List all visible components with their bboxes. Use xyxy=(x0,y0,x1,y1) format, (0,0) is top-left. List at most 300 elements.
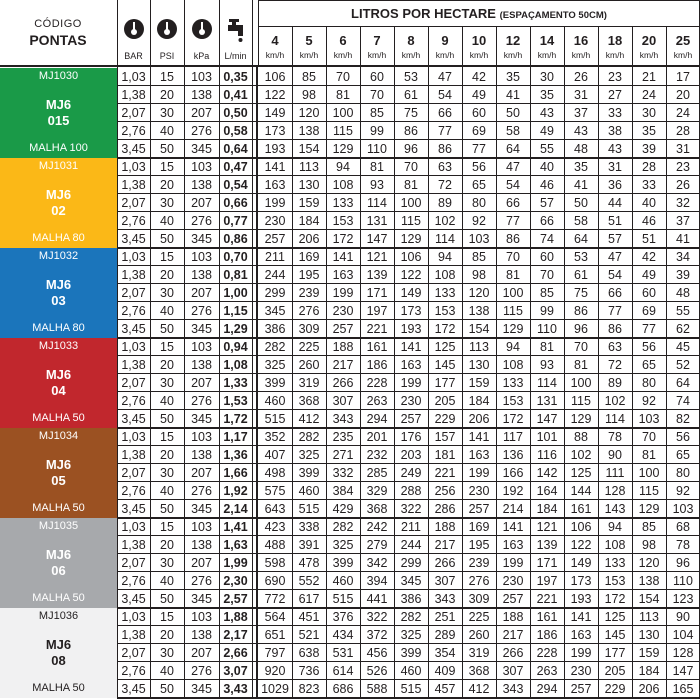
table-cell-lha: 58 xyxy=(506,124,520,138)
table-cell-lha: 257 xyxy=(468,502,490,516)
table-cell-lha: 104 xyxy=(672,628,694,642)
grid-line xyxy=(428,66,429,698)
table-cell-lha: 460 xyxy=(400,664,422,678)
table-cell-lha: 70 xyxy=(540,268,554,282)
table-cell-lha: 195 xyxy=(298,268,320,282)
table-cell-lha: 221 xyxy=(536,592,558,606)
table-cell-kpa: 345 xyxy=(191,592,212,606)
table-cell-lha: 352 xyxy=(264,430,286,444)
table-cell-lha: 102 xyxy=(570,448,592,462)
table-cell-kpa: 276 xyxy=(191,124,212,138)
table-cell-lha: 177 xyxy=(434,376,456,390)
table-cell-lha: 139 xyxy=(536,538,558,552)
table-cell-lha: 133 xyxy=(434,286,456,300)
grid-line xyxy=(117,283,700,284)
table-cell-lha: 75 xyxy=(574,286,588,300)
speed-value: 25 xyxy=(675,33,691,48)
table-cell-lmin: 1,15 xyxy=(223,304,248,318)
table-cell-psi: 50 xyxy=(160,682,174,696)
tip-model-line2: 02 xyxy=(51,203,66,218)
table-cell-lha: 58 xyxy=(574,214,588,228)
table-cell-lha: 80 xyxy=(676,466,690,480)
table-cell-lha: 172 xyxy=(604,592,626,606)
table-cell-lha: 230 xyxy=(502,574,524,588)
tip-code: MJ1032 xyxy=(38,250,79,262)
tip-model-line1: MJ6 xyxy=(45,367,72,382)
grid-line xyxy=(117,139,700,140)
table-cell-lmin: 0,54 xyxy=(223,178,248,192)
table-cell-lha: 70 xyxy=(404,160,418,174)
table-cell-lmin: 1,08 xyxy=(223,358,248,372)
table-cell-lha: 80 xyxy=(642,376,656,390)
grid-line xyxy=(117,607,700,609)
table-cell-lha: 251 xyxy=(434,610,456,624)
table-cell-lmin: 2,14 xyxy=(223,502,248,516)
table-cell-lha: 106 xyxy=(264,70,286,84)
speed-header xyxy=(530,29,564,66)
table-cell-lha: 282 xyxy=(298,430,320,444)
table-cell-lha: 77 xyxy=(438,124,452,138)
table-cell-lha: 31 xyxy=(574,88,588,102)
table-cell-lha: 33 xyxy=(608,106,622,120)
table-cell-lha: 184 xyxy=(536,502,558,516)
table-cell-lha: 342 xyxy=(366,556,388,570)
table-cell-lha: 279 xyxy=(366,538,388,552)
grid-line xyxy=(117,427,700,429)
tip-mesh: MALHA 100 xyxy=(29,142,88,154)
table-cell-kpa: 345 xyxy=(191,322,212,336)
grid-line xyxy=(117,445,700,446)
table-cell-psi: 50 xyxy=(160,592,174,606)
table-cell-lha: 166 xyxy=(502,466,524,480)
unit-psi: PSI xyxy=(159,51,175,61)
table-cell-lha: 60 xyxy=(472,106,486,120)
table-cell-lmin: 0,70 xyxy=(223,250,248,264)
table-cell-lmin: 1,63 xyxy=(223,538,248,552)
tip-code: MJ1036 xyxy=(38,610,79,622)
table-cell-bar: 1,03 xyxy=(121,520,146,534)
table-cell-psi: 15 xyxy=(160,520,174,534)
table-cell-kpa: 138 xyxy=(191,268,212,282)
table-cell-lmin: 0,64 xyxy=(223,142,248,156)
table-cell-lha: 614 xyxy=(332,664,354,678)
table-cell-lha: 86 xyxy=(608,322,622,336)
grid-line xyxy=(117,661,700,662)
table-cell-kpa: 345 xyxy=(191,682,212,696)
table-cell-psi: 15 xyxy=(160,250,174,264)
table-cell-lha: 441 xyxy=(366,592,388,606)
tip-model xyxy=(0,547,117,579)
table-cell-bar: 1,38 xyxy=(121,88,146,102)
tip-code: MJ1035 xyxy=(38,520,79,532)
table-cell-lha: 173 xyxy=(400,304,422,318)
table-cell-lha: 399 xyxy=(400,646,422,660)
table-cell-lha: 41 xyxy=(574,178,588,192)
table-cell-lha: 163 xyxy=(400,358,422,372)
table-cell-lha: 460 xyxy=(298,484,320,498)
table-cell-lha: 61 xyxy=(404,88,418,102)
table-cell-lha: 384 xyxy=(332,484,354,498)
grid-line xyxy=(530,66,531,698)
table-cell-psi: 20 xyxy=(160,538,174,552)
table-cell-lha: 106 xyxy=(570,520,592,534)
table-cell-lha: 163 xyxy=(468,448,490,462)
tip-model-line2: 05 xyxy=(51,473,66,488)
table-cell-lha: 57 xyxy=(608,232,622,246)
table-cell-lha: 52 xyxy=(676,358,690,372)
table-cell-lha: 149 xyxy=(264,106,286,120)
table-cell-lha: 266 xyxy=(502,646,524,660)
table-cell-lmin: 2,30 xyxy=(223,574,248,588)
table-cell-lha: 423 xyxy=(264,520,286,534)
table-cell-lha: 138 xyxy=(468,304,490,318)
table-cell-psi: 50 xyxy=(160,322,174,336)
table-cell-lha: 260 xyxy=(468,628,490,642)
table-cell-lha: 33 xyxy=(642,178,656,192)
table-cell-lha: 271 xyxy=(332,448,354,462)
table-cell-lha: 176 xyxy=(400,430,422,444)
tip-block xyxy=(0,608,117,698)
grid-line xyxy=(117,409,700,410)
table-cell-lha: 81 xyxy=(370,160,384,174)
table-cell-lha: 24 xyxy=(676,106,690,120)
table-cell-lha: 26 xyxy=(676,178,690,192)
table-cell-lha: 81 xyxy=(574,358,588,372)
table-cell-bar: 1,03 xyxy=(121,70,146,84)
table-cell-lha: 108 xyxy=(502,358,524,372)
table-cell-lha: 772 xyxy=(264,592,286,606)
table-cell-bar: 2,76 xyxy=(121,214,146,228)
table-cell-kpa: 207 xyxy=(191,196,212,210)
pontas-header xyxy=(0,0,116,66)
grid-line xyxy=(117,553,700,554)
table-cell-lha: 456 xyxy=(366,646,388,660)
speed-header xyxy=(360,29,394,66)
table-cell-psi: 40 xyxy=(160,214,174,228)
table-cell-lha: 115 xyxy=(401,214,421,228)
table-cell-lha: 197 xyxy=(536,574,558,588)
tip-model-line1: MJ6 xyxy=(45,97,72,112)
table-cell-lha: 55 xyxy=(540,142,554,156)
table-cell-lha: 154 xyxy=(298,142,320,156)
table-cell-lha: 47 xyxy=(608,250,622,264)
table-cell-lha: 100 xyxy=(638,466,660,480)
table-cell-lha: 55 xyxy=(676,304,690,318)
table-cell-lmin: 1,88 xyxy=(223,610,248,624)
speed-value: 7 xyxy=(373,33,381,48)
table-cell-lha: 343 xyxy=(434,592,456,606)
table-cell-lha: 125 xyxy=(604,610,626,624)
table-cell-lha: 188 xyxy=(434,520,456,534)
table-cell-lha: 20 xyxy=(676,88,690,102)
speed-value: 20 xyxy=(641,33,657,48)
table-cell-kpa: 207 xyxy=(191,286,212,300)
table-cell-lha: 211 xyxy=(401,520,421,534)
tip-model xyxy=(0,367,117,399)
tip-block xyxy=(0,68,117,158)
grid-line xyxy=(184,0,185,66)
table-cell-lha: 125 xyxy=(570,466,592,480)
table-cell-lha: 171 xyxy=(366,286,388,300)
table-cell-lha: 100 xyxy=(502,286,524,300)
table-cell-lha: 35 xyxy=(574,160,588,174)
table-cell-psi: 20 xyxy=(160,88,174,102)
table-cell-lha: 221 xyxy=(434,466,456,480)
grid-line xyxy=(117,85,700,86)
table-cell-lha: 113 xyxy=(299,160,319,174)
table-cell-lha: 69 xyxy=(472,124,486,138)
table-cell-psi: 40 xyxy=(160,394,174,408)
grid-line xyxy=(150,0,151,66)
table-cell-lha: 88 xyxy=(574,430,588,444)
table-cell-bar: 3,45 xyxy=(121,592,146,606)
table-cell-lha: 121 xyxy=(536,520,558,534)
faucet-icon xyxy=(225,19,247,43)
tip-model-line2: 04 xyxy=(51,383,66,398)
tip-block xyxy=(0,158,117,248)
table-cell-lha: 307 xyxy=(502,664,524,678)
table-cell-bar: 1,03 xyxy=(121,160,146,174)
table-cell-lha: 138 xyxy=(298,124,320,138)
grid-line xyxy=(219,66,220,698)
table-cell-lha: 70 xyxy=(370,88,384,102)
table-cell-lha: 103 xyxy=(468,232,490,246)
table-cell-lha: 93 xyxy=(370,178,384,192)
litros-header xyxy=(258,3,700,24)
table-cell-lmin: 1,53 xyxy=(223,394,248,408)
table-cell-lha: 46 xyxy=(540,178,554,192)
table-cell-lha: 141 xyxy=(332,250,354,264)
grid-line xyxy=(428,26,429,66)
speed-value: 4 xyxy=(271,33,279,48)
table-cell-lha: 256 xyxy=(434,484,456,498)
table-cell-lha: 47 xyxy=(506,160,520,174)
table-cell-lha: 797 xyxy=(264,646,286,660)
table-cell-lha: 142 xyxy=(536,466,558,480)
table-cell-lha: 144 xyxy=(570,484,592,498)
table-cell-lha: 457 xyxy=(434,682,456,696)
table-cell-lha: 111 xyxy=(605,466,625,480)
table-cell-lha: 147 xyxy=(536,412,558,426)
table-cell-kpa: 207 xyxy=(191,376,212,390)
table-cell-lha: 325 xyxy=(298,448,320,462)
table-cell-lha: 23 xyxy=(676,160,690,174)
table-cell-lha: 332 xyxy=(332,466,354,480)
table-cell-lha: 114 xyxy=(605,412,625,426)
table-cell-psi: 50 xyxy=(160,412,174,426)
table-cell-psi: 15 xyxy=(160,610,174,624)
table-cell-lha: 282 xyxy=(264,340,286,354)
table-cell-kpa: 138 xyxy=(191,538,212,552)
table-cell-lha: 49 xyxy=(540,124,554,138)
table-cell-lha: 368 xyxy=(298,394,320,408)
table-cell-kpa: 103 xyxy=(191,340,212,354)
table-cell-lha: 92 xyxy=(472,214,486,228)
table-cell-bar: 2,07 xyxy=(121,196,146,210)
table-cell-lha: 66 xyxy=(506,196,520,210)
grid-line xyxy=(564,26,565,66)
table-cell-lha: 103 xyxy=(638,412,660,426)
table-cell-bar: 2,76 xyxy=(121,304,146,318)
table-cell-lmin: 0,47 xyxy=(223,160,248,174)
table-cell-lha: 90 xyxy=(608,448,622,462)
table-cell-psi: 50 xyxy=(160,142,174,156)
table-cell-bar: 1,03 xyxy=(121,610,146,624)
grid-line xyxy=(117,679,700,680)
grid-line xyxy=(117,247,700,249)
table-cell-lha: 70 xyxy=(506,250,520,264)
table-cell-bar: 2,07 xyxy=(121,646,146,660)
table-cell-lha: 115 xyxy=(639,484,659,498)
table-cell-lha: 368 xyxy=(366,502,388,516)
table-cell-lha: 98 xyxy=(472,268,486,282)
table-cell-lha: 266 xyxy=(434,556,456,570)
table-cell-psi: 30 xyxy=(160,466,174,480)
table-cell-lha: 57 xyxy=(540,196,554,210)
table-cell-lmin: 1,33 xyxy=(223,376,248,390)
table-cell-lha: 129 xyxy=(502,322,524,336)
table-cell-lha: 257 xyxy=(332,322,354,336)
table-cell-lha: 122 xyxy=(400,268,422,282)
tip-mesh: MALHA 80 xyxy=(32,322,85,334)
table-cell-lha: 186 xyxy=(536,628,558,642)
table-cell-lha: 81 xyxy=(642,448,656,462)
table-cell-lha: 394 xyxy=(366,574,388,588)
speed-value: 18 xyxy=(607,33,623,48)
table-cell-lha: 225 xyxy=(298,340,320,354)
table-cell-lha: 399 xyxy=(332,556,354,570)
table-cell-lha: 338 xyxy=(298,520,320,534)
table-cell-lha: 21 xyxy=(642,70,656,84)
table-cell-lha: 368 xyxy=(468,664,490,678)
speed-unit: km/h xyxy=(469,50,489,60)
table-cell-lha: 30 xyxy=(540,70,554,84)
table-cell-lha: 80 xyxy=(472,196,486,210)
table-cell-lha: 230 xyxy=(400,394,422,408)
table-cell-lha: 120 xyxy=(298,106,320,120)
table-cell-psi: 30 xyxy=(160,646,174,660)
table-cell-lha: 141 xyxy=(400,340,422,354)
speed-unit: km/h xyxy=(299,50,319,60)
table-cell-lha: 228 xyxy=(536,646,558,660)
table-cell-lha: 177 xyxy=(604,646,626,660)
table-cell-lha: 64 xyxy=(574,232,588,246)
table-cell-lha: 186 xyxy=(366,358,388,372)
table-cell-lha: 343 xyxy=(502,682,524,696)
grid-line xyxy=(292,66,293,698)
table-cell-lha: 110 xyxy=(367,142,387,156)
table-cell-lmin: 2,57 xyxy=(223,592,248,606)
grid-line xyxy=(394,66,395,698)
table-cell-lha: 412 xyxy=(298,412,320,426)
table-cell-lha: 434 xyxy=(332,628,354,642)
table-cell-lha: 171 xyxy=(536,556,558,570)
table-cell-lha: 46 xyxy=(642,214,656,228)
table-cell-lha: 263 xyxy=(536,664,558,678)
table-cell-lha: 1029 xyxy=(261,682,289,696)
table-cell-lha: 498 xyxy=(264,466,286,480)
table-cell-kpa: 103 xyxy=(191,610,212,624)
table-cell-lha: 28 xyxy=(642,160,656,174)
table-cell-lha: 122 xyxy=(264,88,286,102)
table-cell-lha: 203 xyxy=(400,448,422,462)
table-cell-lmin: 1,41 xyxy=(223,520,248,534)
table-cell-lha: 66 xyxy=(608,286,622,300)
grid-line xyxy=(360,26,361,66)
table-cell-kpa: 138 xyxy=(191,88,212,102)
grid-line xyxy=(598,66,599,698)
table-cell-lmin: 1,00 xyxy=(223,286,248,300)
table-cell-lha: 48 xyxy=(574,142,588,156)
table-cell-lha: 122 xyxy=(570,538,592,552)
table-cell-psi: 30 xyxy=(160,556,174,570)
table-cell-lha: 41 xyxy=(676,232,690,246)
grid-line xyxy=(326,66,327,698)
speed-unit: km/h xyxy=(367,50,387,60)
table-cell-lha: 154 xyxy=(638,592,660,606)
table-cell-lmin: 3,07 xyxy=(223,664,248,678)
table-cell-lmin: 1,17 xyxy=(223,430,248,444)
grid-line xyxy=(117,103,700,104)
table-cell-lha: 329 xyxy=(366,484,388,498)
table-cell-lha: 206 xyxy=(638,682,660,696)
table-cell-lha: 206 xyxy=(298,232,320,246)
table-cell-lha: 141 xyxy=(468,430,490,444)
speed-unit: km/h xyxy=(673,50,693,60)
table-cell-psi: 30 xyxy=(160,106,174,120)
table-cell-psi: 15 xyxy=(160,430,174,444)
table-cell-lha: 64 xyxy=(676,376,690,390)
tip-model xyxy=(0,187,117,219)
table-cell-lha: 386 xyxy=(264,322,286,336)
table-cell-lha: 108 xyxy=(604,538,626,552)
table-cell-lha: 309 xyxy=(468,592,490,606)
table-cell-lha: 163 xyxy=(502,538,524,552)
table-cell-lha: 85 xyxy=(302,70,316,84)
table-cell-lmin: 2,66 xyxy=(223,646,248,660)
table-cell-kpa: 138 xyxy=(191,358,212,372)
table-cell-lha: 552 xyxy=(298,574,320,588)
table-cell-kpa: 345 xyxy=(191,142,212,156)
table-cell-lha: 257 xyxy=(264,232,286,246)
table-cell-kpa: 276 xyxy=(191,214,212,228)
table-cell-lha: 221 xyxy=(366,322,388,336)
table-cell-lha: 205 xyxy=(434,394,456,408)
table-cell-lha: 145 xyxy=(604,628,626,642)
table-cell-lha: 72 xyxy=(608,358,622,372)
table-cell-psi: 15 xyxy=(160,70,174,84)
grid-line xyxy=(117,481,700,482)
table-cell-lha: 195 xyxy=(468,538,490,552)
speed-value: 5 xyxy=(305,33,313,48)
table-cell-kpa: 345 xyxy=(191,502,212,516)
table-cell-bar: 3,45 xyxy=(121,232,146,246)
table-cell-lha: 36 xyxy=(608,178,622,192)
table-cell-kpa: 276 xyxy=(191,574,212,588)
table-cell-kpa: 207 xyxy=(191,106,212,120)
grid-line xyxy=(394,26,395,66)
table-cell-lha: 77 xyxy=(642,322,656,336)
table-cell-lha: 90 xyxy=(676,610,690,624)
table-cell-bar: 1,38 xyxy=(121,178,146,192)
grid-line xyxy=(462,66,463,698)
table-cell-lha: 145 xyxy=(434,358,456,372)
grid-line xyxy=(292,26,293,66)
table-cell-lha: 129 xyxy=(570,412,592,426)
table-cell-kpa: 276 xyxy=(191,664,212,678)
table-cell-lha: 199 xyxy=(502,556,524,570)
table-cell-lha: 345 xyxy=(264,304,286,318)
